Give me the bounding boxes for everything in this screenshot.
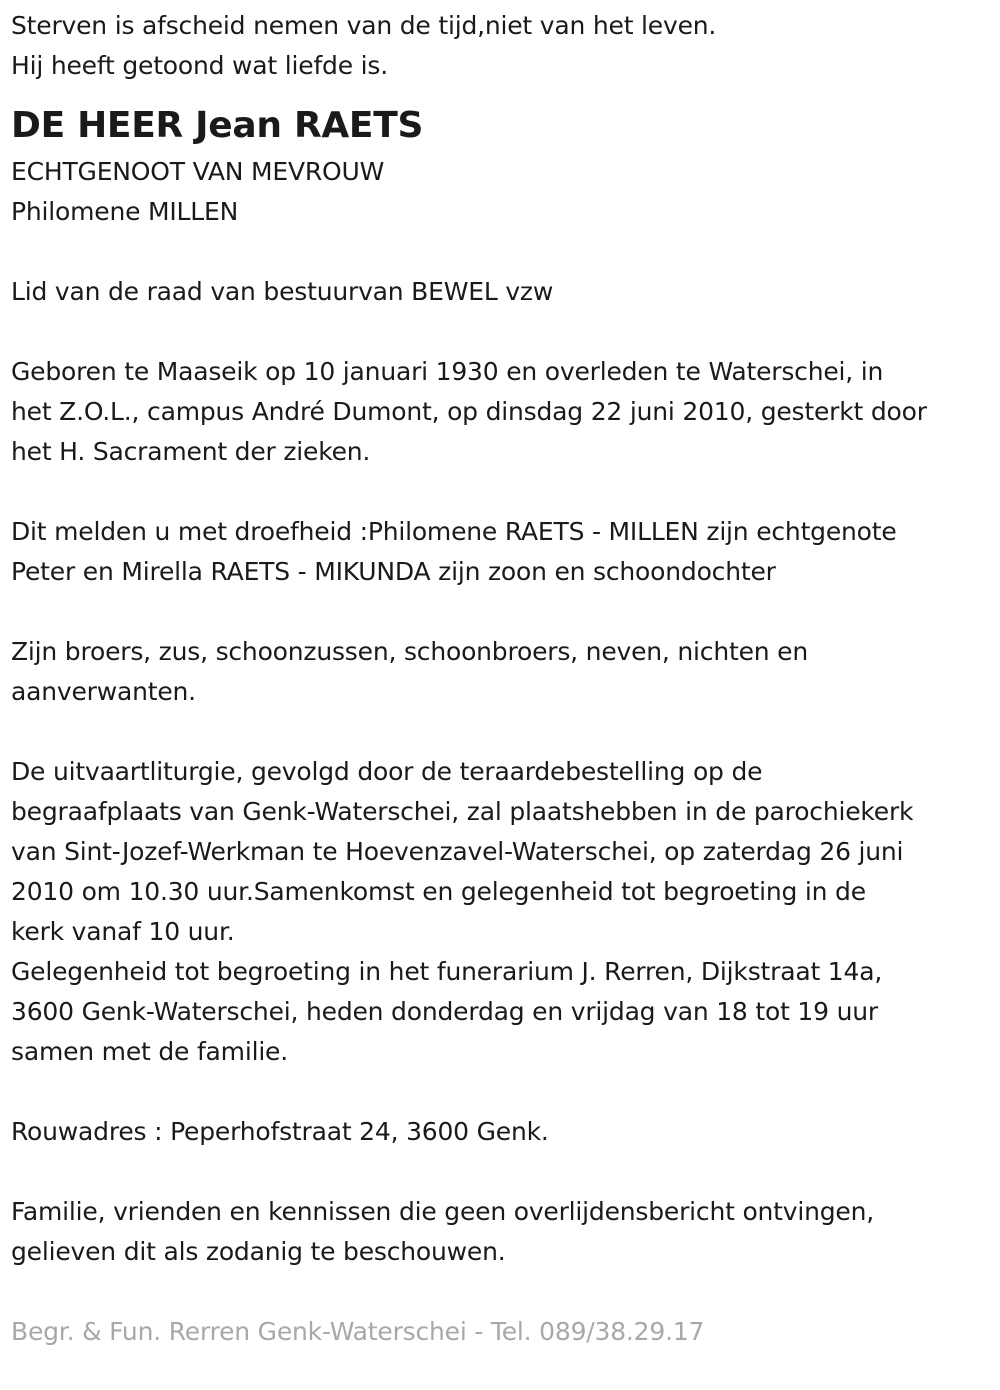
funeral-line: kerk vanaf 10 uur. (11, 917, 235, 946)
birth-death-line: het H. Sacrament der zieken. (11, 437, 371, 466)
mourning-address: Rouwadres : Peperhofstraat 24, 3600 Genk. (11, 1117, 549, 1146)
funeral-line: Gelegenheid tot begroeting in het funerarium J. Rerren, Dijkstraat 14a, (11, 957, 883, 986)
funeral-line: van Sint-Jozef-Werkman te Hoevenzavel-Waterschei, op zaterdag 26 juni (11, 837, 904, 866)
funeral-line: De uitvaartliturgie, gevolgd door de teraardebestelling op de (11, 757, 763, 786)
motto-line: Hij heeft getoond wat liefde is. (11, 51, 388, 80)
membership-line: Lid van de raad van bestuurvan BEWEL vzw (11, 277, 554, 306)
relatives-line: aanverwanten. (11, 677, 196, 706)
obituary-notice (11, 6, 991, 1352)
spacer (11, 712, 991, 752)
announcement-line: Peter en Mirella RAETS - MIKUNDA zijn zoon en schoondochter (11, 557, 776, 586)
deceased-name: DE HEER Jean RAETS (11, 105, 424, 146)
spouse-title: ECHTGENOOT VAN MEVROUW (11, 157, 385, 186)
spacer (11, 472, 991, 512)
motto-line: Sterven is afscheid nemen van de tijd,niet van het leven. (11, 11, 717, 40)
funeral-line: begraafplaats van Genk-Waterschei, zal plaatshebben in de parochiekerk (11, 797, 914, 826)
notice-line: gelieven dit als zodanig te beschouwen. (11, 1237, 506, 1266)
spacer (11, 312, 991, 352)
spacer (11, 232, 991, 272)
funeral-line: 3600 Genk-Waterschei, heden donderdag en vrijdag van 18 tot 19 uur (11, 997, 878, 1026)
funeral-line: 2010 om 10.30 uur.Samenkomst en gelegenheid tot begroeting in de (11, 877, 866, 906)
spacer (11, 592, 991, 632)
announcement-line: Dit melden u met droefheid :Philomene RAETS - MILLEN zijn echtgenote (11, 517, 897, 546)
birth-death-line: het Z.O.L., campus André Dumont, op dinsdag 22 juni 2010, gesterkt door (11, 397, 927, 426)
spacer (11, 1272, 991, 1312)
birth-death-line: Geboren te Maaseik op 10 januari 1930 en overleden te Waterschei, in (11, 357, 884, 386)
relatives-line: Zijn broers, zus, schoonzussen, schoonbroers, neven, nichten en (11, 637, 808, 666)
spouse-name: Philomene MILLEN (11, 197, 239, 226)
funeral-home-footer: Begr. & Fun. Rerren Genk-Waterschei - Tel. 089/38.29.17 (11, 1317, 705, 1346)
funeral-line: samen met de familie. (11, 1037, 288, 1066)
notice-line: Familie, vrienden en kennissen die geen overlijdensbericht ontvingen, (11, 1197, 875, 1226)
spacer (11, 1152, 991, 1192)
spacer (11, 1072, 991, 1112)
